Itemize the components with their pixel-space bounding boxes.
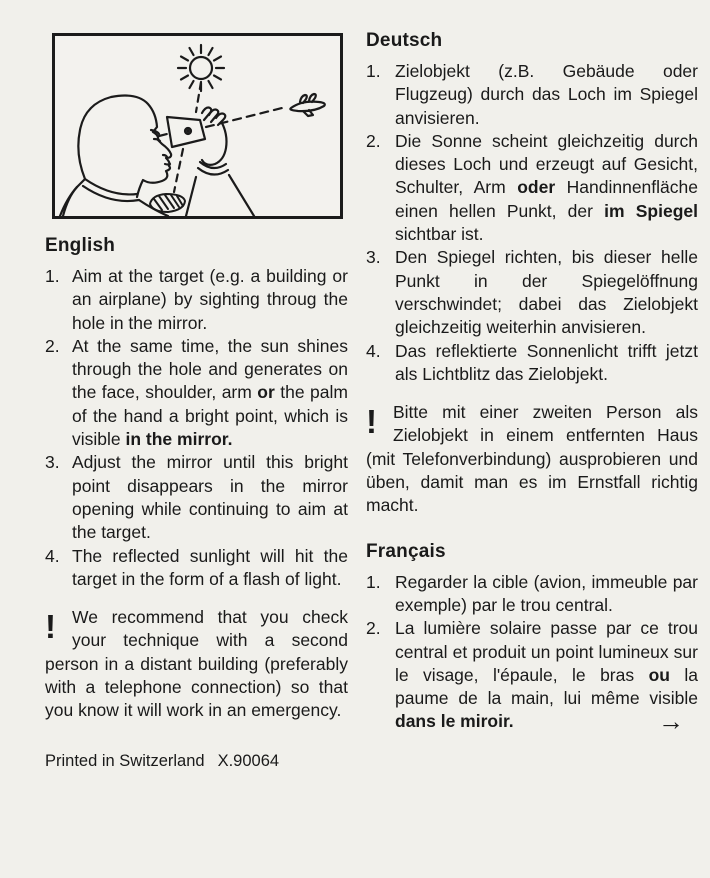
text: Das reflektierte Sonnenlicht trifft jetzt als Lichtblitz das Zielobjekt. bbox=[395, 340, 698, 384]
item-text bbox=[72, 335, 348, 451]
instruction-illustration bbox=[52, 33, 343, 219]
item-text bbox=[72, 545, 348, 592]
item-number: 3. bbox=[45, 452, 60, 473]
item-number: 3. bbox=[366, 247, 381, 268]
instruction-item bbox=[45, 545, 348, 592]
text: Die Sonne scheint gleichzeitig durch dieses Loch und erzeugt auf Gesicht, Schulter, Arm bbox=[395, 130, 698, 198]
note-deutsch bbox=[366, 401, 698, 517]
item-text bbox=[395, 571, 698, 618]
item-number: 4. bbox=[45, 545, 60, 566]
instruction-item bbox=[366, 340, 698, 387]
sunlight-dashed-line bbox=[174, 82, 201, 192]
text: At the same time, the sun shines through the hole and generates on the face, shoulder, arm bbox=[72, 335, 348, 403]
note-english bbox=[45, 606, 348, 722]
item-text bbox=[395, 130, 698, 246]
signal-mirror-drawing bbox=[55, 36, 340, 216]
text: Regarder la cible (avion, immeuble par exemple) par le trou central. bbox=[395, 571, 698, 615]
instruction-item bbox=[45, 451, 348, 544]
instruction-item bbox=[366, 571, 698, 618]
text: the palm of the hand a bright point, which is visible bbox=[72, 382, 348, 450]
bright-spot-on-shoulder bbox=[150, 194, 185, 212]
printed-in-text: Printed in Switzerland bbox=[45, 751, 205, 770]
item-text bbox=[72, 265, 348, 335]
print-code: X.90064 bbox=[217, 751, 280, 770]
item-number: 2. bbox=[366, 618, 381, 639]
bold-text: in the mirror. bbox=[125, 429, 233, 450]
instruction-item bbox=[45, 265, 348, 335]
text: Den Spiegel richten, bis dieser helle Punkt in der Spiegelöffnung verschwindet; dabei das Zielobjekt gleichzeitig weiterhin anvisieren. bbox=[395, 247, 698, 338]
instruction-item bbox=[45, 335, 348, 451]
item-text bbox=[395, 617, 699, 737]
arrow-right-icon: → bbox=[658, 706, 684, 737]
item-number: 4. bbox=[366, 340, 381, 361]
exclamation-icon: ! bbox=[366, 403, 377, 441]
text: La lumière solaire passe par ce trou central et produit un point lumineux sur le visage, l'épaule, le bras bbox=[395, 618, 698, 685]
airplane-icon bbox=[290, 94, 325, 116]
instruction-item bbox=[366, 246, 698, 339]
item-text bbox=[395, 340, 698, 387]
text: We recommend that you check your technique with a second person in a distant building (preferably with a telephone connection) so that you know it will work in an emergency. bbox=[45, 607, 348, 721]
deutsch-instructions bbox=[366, 60, 698, 386]
english-instructions bbox=[45, 265, 348, 591]
bold-text: oder bbox=[517, 177, 556, 198]
item-text bbox=[395, 246, 698, 339]
text: Handinnenfläche einen hellen Punkt, der bbox=[395, 177, 698, 221]
item-number: 1. bbox=[366, 61, 381, 81]
note-text bbox=[45, 607, 348, 720]
text: sichtbar ist. bbox=[395, 224, 484, 245]
text: Zielobjekt (z.B. Gebäude oder Flugzeug) durch das Loch im Spiegel anvisieren. bbox=[395, 61, 698, 128]
item-number: 1. bbox=[366, 571, 381, 592]
item-text bbox=[72, 451, 348, 544]
footer bbox=[45, 752, 348, 771]
left-column bbox=[45, 33, 348, 771]
item-text bbox=[395, 60, 698, 130]
francais-instructions bbox=[366, 571, 699, 737]
item-number: 2. bbox=[45, 335, 60, 356]
bold-text: dans le miroir. bbox=[395, 711, 514, 732]
text: Adjust the mirror until this bright point disappears in the mirror opening while continuing to aim at the target. bbox=[72, 452, 348, 543]
bold-text: im Spiegel bbox=[604, 200, 698, 221]
section-heading-francais: Français bbox=[366, 540, 446, 562]
section-heading-deutsch: Deutsch bbox=[366, 30, 443, 51]
section-heading-english: English bbox=[45, 235, 116, 256]
right-column bbox=[366, 30, 699, 737]
exclamation-icon: ! bbox=[45, 608, 56, 646]
bold-text: or bbox=[257, 382, 275, 403]
bold-text: ou bbox=[648, 664, 670, 685]
instruction-item bbox=[366, 617, 699, 737]
note-text bbox=[366, 402, 698, 515]
hand-holding-mirror bbox=[186, 108, 254, 216]
text: The reflected sunlight will hit the target in the form of a flash of light. bbox=[72, 545, 348, 589]
item-number: 2. bbox=[366, 130, 381, 151]
text: Aim at the target (e.g. a building or an airplane) by sighting throug the hole in the mirror. bbox=[72, 266, 348, 333]
text: Bitte mit einer zweiten Person als Zielobjekt in einem entfernten Haus (mit Telefonverbindung) ausprobieren und üben, damit man es im Ernstfall richtig macht. bbox=[366, 402, 698, 516]
instruction-item bbox=[366, 130, 698, 246]
text: la paume de la main, lui même visible bbox=[395, 664, 699, 709]
instruction-item bbox=[366, 60, 698, 130]
signal-mirror-with-hole bbox=[167, 117, 205, 147]
item-number: 1. bbox=[45, 266, 60, 286]
